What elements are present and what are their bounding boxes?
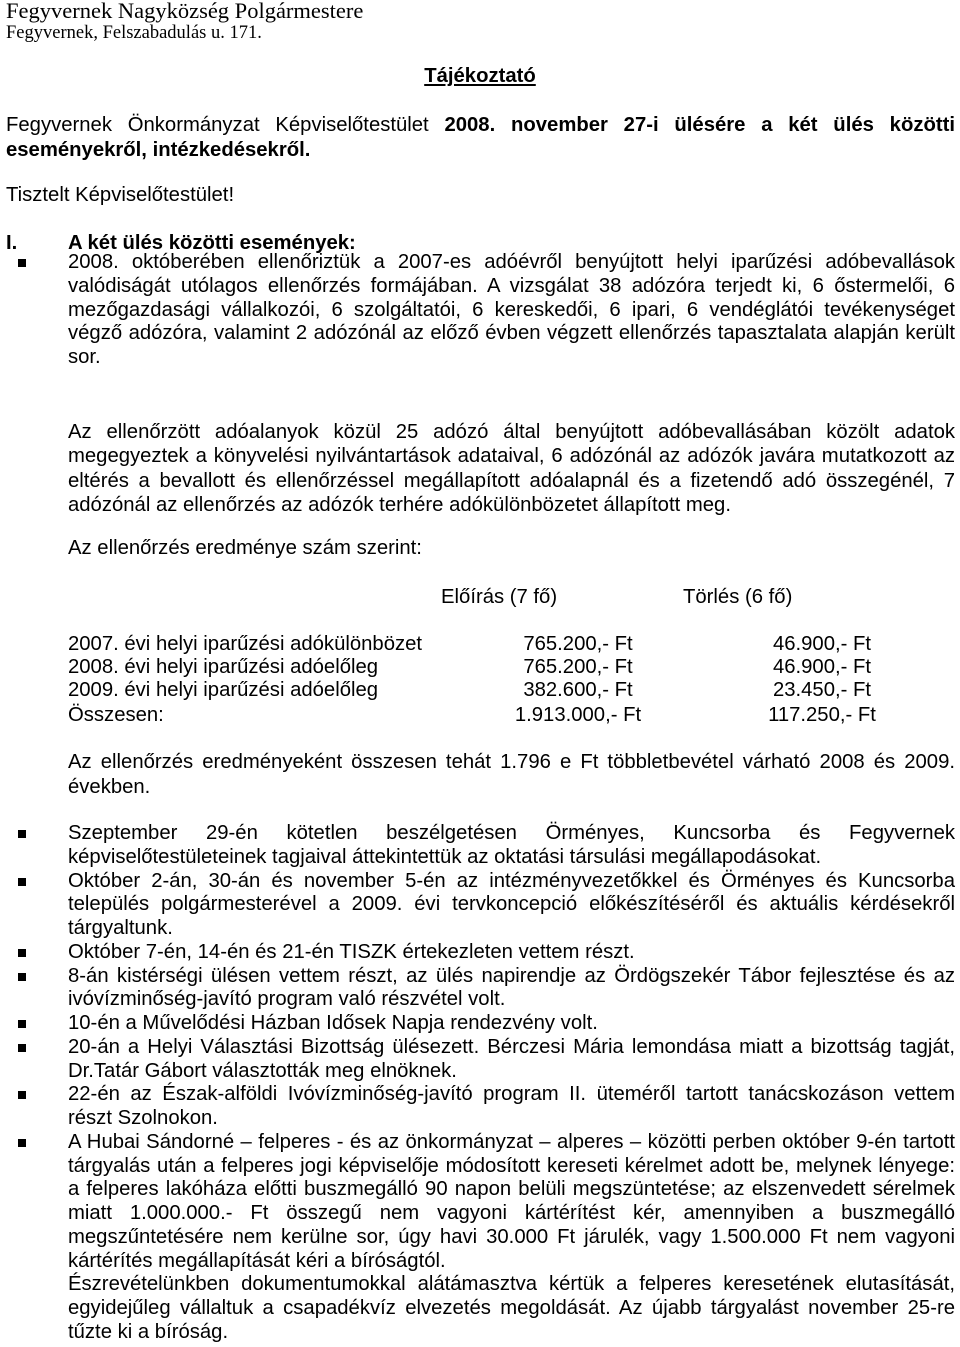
list-item <box>6 870 955 941</box>
audit-bullet <box>6 251 955 370</box>
bullet-square-icon <box>18 259 26 267</box>
list-item <box>6 1083 955 1131</box>
table-row <box>0 679 960 703</box>
bullet-square-icon <box>18 973 26 981</box>
deleted-value: 46.900,- Ft <box>772 633 872 655</box>
row-label: 2007. évi helyi iparűzési adókülönbözet <box>68 633 423 655</box>
bullet-square-icon <box>18 949 26 957</box>
event-text: A Hubai Sándorné – felperes - és az önkormányzat – alperes – közötti perben október 9-én tartott tárgyalás után a felperes jogi képviselője módosított kereseti kérelmet adott be, melynek lényege: a felperes lakóháza előtti buszmegálló 90 napon belüli megszüntetése; az elszenvedett sérelmek miatt 1.000.000.- Ft összegű nem vagyoni kártérítést kér, amennyiben a buszmegálló megszűntetésére nem kerülne sor, úgy havi 30.000 Ft járulék, vagy 1.500.000 Ft nem vagyoni kártérítés megállapítását kéri a bíróságtól. <box>68 1130 955 1272</box>
bullet-square-icon <box>18 1020 26 1028</box>
table-row <box>0 656 960 680</box>
intro-bold: 2008. november 27-i ülésére a két ülés közötti eseményekről, intézkedésekről. <box>6 114 955 161</box>
list-item <box>6 1036 955 1084</box>
issuer-name: Fegyvernek Nagyközség Polgármestere <box>6 0 364 23</box>
intro-paragraph <box>6 113 955 163</box>
column-header-assessed: Előírás (7 fő) <box>441 586 558 608</box>
document-title: Tájékoztató <box>424 65 536 87</box>
column-header-deleted: Törlés (6 fő) <box>683 586 793 608</box>
event-text: 22-én az Észak-alföldi Ivóvízminőség-javító program II. üteméről tartott tanácskozáson vettem részt Szolnokon. <box>68 1083 955 1129</box>
event-text: 8-án kistérségi ülésen vettem részt, az ülés napirendje az Ördögszekér Tábor fejlesztése és az ivóvízminőség-javító program való részvétel volt. <box>68 964 955 1011</box>
bullet-square-icon <box>18 1044 26 1052</box>
events-list <box>6 822 955 1345</box>
bullet-square-icon <box>18 830 26 838</box>
assessed-value: 765.200,- Ft <box>523 633 633 655</box>
conclusion-paragraph: Az ellenőrzés eredményeként összesen tehát 1.796 e Ft többletbevétel várható 2008 és 2009. években. <box>68 751 955 798</box>
row-label: 2008. évi helyi iparűzési adóelőleg <box>68 656 379 678</box>
event-text: 10-én a Művelődési Házban Idősek Napja rendezvény volt. <box>68 1012 598 1034</box>
deleted-value: 23.450,- Ft <box>772 679 872 701</box>
intro-prefix: Fegyvernek Önkormányzat Képviselőtestület <box>6 114 445 136</box>
table-row <box>0 633 960 657</box>
list-item <box>6 941 955 965</box>
section-number: I. <box>6 232 18 254</box>
list-item <box>6 1012 955 1036</box>
event-text: Szeptember 29-én kötetlen beszélgetésen Örményes, Kuncsorba és Fegyvernek képviselőtestületeinek tagjaival áttekintettük az oktatási társulási megállapodásokat. <box>68 822 955 868</box>
list-item <box>6 251 955 370</box>
row-label: 2009. évi helyi iparűzési adóelőleg <box>68 679 379 701</box>
bullet-square-icon <box>18 1091 26 1099</box>
salutation: Tisztelt Képviselőtestület! <box>6 184 235 206</box>
assessed-value: 765.200,- Ft <box>523 656 633 678</box>
assessed-total: 1.913.000,- Ft <box>514 704 642 726</box>
total-label: Összesen: <box>68 704 164 726</box>
section-title: A két ülés közötti események: <box>68 232 356 254</box>
deleted-total: 117.250,- Ft <box>768 704 876 726</box>
bullet-square-icon <box>18 1139 26 1147</box>
list-item <box>6 822 955 870</box>
bullet-square-icon <box>18 878 26 886</box>
audit-findings: Az ellenőrzött adóalanyok közül 25 adózó által benyújtott adóbevallásában közölt adatok megegyeztek a könyvelési nyilvántartások adataival, 6 adózónál az adózók javára mutatkozott az eltérés a bevallott és ellenőrzéssel megállapított adóalapnál és a fizetendő adó összegénél, 7 adózónál az ellenőrzés az adózók terhére adókülönbözetet állapított meg. <box>68 421 955 516</box>
event-text: Október 2-án, 30-án és november 5-én az intézményvezetőkkel és Örményes és Kuncsorba település polgármesterével a 2009. évi tervkoncepció előkészítéséről és aktuális kérdésekről tárgyaltunk. <box>68 869 955 939</box>
event-text: Október 7-én, 14-én és 21-én TISZK értekezleten vettem részt. <box>68 940 635 963</box>
result-heading: Az ellenőrzés eredménye szám szerint: <box>68 537 422 559</box>
event-text: 20-án a Helyi Választási Bizottság ülésezett. Bérczesi Mária lemondása miatt a bizottság tagját, Dr.Tatár Gábort választották meg elnöknek. <box>68 1035 955 1082</box>
deleted-value: 46.900,- Ft <box>772 656 872 678</box>
issuer-address: Fegyvernek, Felszabadulás u. 171. <box>6 23 262 43</box>
audit-paragraph: 2008. októberében ellenőriztük a 2007-es adóévről benyújtott helyi iparűzési adóbevallások valódiságát utólagos ellenőrzés formájában. A vizsgálat 38 adózóra terjedt ki, 6 őstermelői, 6 mezőgazdasági vállalkozói, 6 szolgáltatói, 6 kereskedői, 6 ipari, 6 vendéglátói tevékenységet végző adózóra, valamint 2 adózónál az előző évben végzett ellenőrzés tapasztalata alapján került sor. <box>68 251 955 368</box>
list-item <box>6 1131 955 1345</box>
table-row-total <box>0 704 960 728</box>
list-item <box>6 965 955 1013</box>
event-continuation: Észrevételünkben dokumentumokkal alátámasztva kértük a felperes keresetének elutasítását, egyidejűleg vállaltuk a csapadékvíz elvezetés megoldását. Az újabb tárgyalást november 25-re tűzte ki a bíróság. <box>68 1273 955 1343</box>
assessed-value: 382.600,- Ft <box>523 679 633 701</box>
